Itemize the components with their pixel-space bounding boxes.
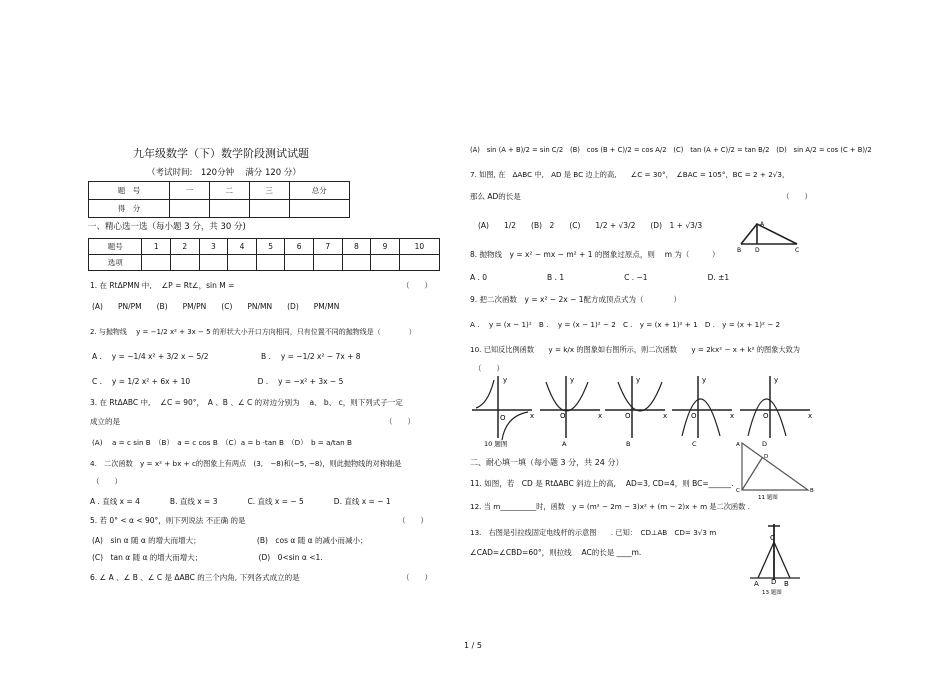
- answer-cell: 3: [199, 239, 228, 255]
- answer-cell: 9: [371, 239, 400, 255]
- score-cell: 总分: [289, 182, 349, 200]
- vertex-label: D: [755, 247, 760, 254]
- question-text: 10. 已知反比例函数 y = k/x 的图象如右图所示，则二次函数 y = 2kx² − x + k² 的图象大致为: [470, 345, 800, 354]
- svg-text:A: A: [562, 440, 567, 448]
- triangle-figure-q7: [735, 218, 805, 256]
- answer-cell: [228, 255, 257, 271]
- svg-text:13 题图: 13 题图: [762, 590, 782, 596]
- score-table: [88, 181, 350, 218]
- svg-text:O: O: [500, 414, 506, 422]
- question-text: 2. 与抛物线 y = −1/2 x² + 3x − 5 的形状大小开口方向相同，只有位置不同的抛物线是（ ）: [90, 328, 416, 336]
- question-text: 8. 抛物线 y = x² − mx − m² + 1 的图象过原点，则 m 为（ ）: [470, 250, 720, 259]
- question-options: A . 直线 x = 4 B. 直线 x = 3 C. 直线 x = − 5 D. 直线 x = − 1: [90, 497, 391, 506]
- svg-text:y: y: [774, 376, 779, 384]
- svg-text:C: C: [736, 488, 740, 494]
- page-title: 九年级数学（下）数学阶段测试试题: [133, 147, 309, 160]
- question-options: A . 0 B . 1 C . −1 D. ±1: [470, 273, 730, 282]
- parabola-graph-c: [672, 376, 734, 448]
- answer-cell: 选项: [89, 255, 142, 271]
- answer-parens: （ ）: [398, 516, 428, 525]
- svg-text:A: A: [754, 580, 759, 588]
- question-text: 11. 如图，若 CD 是 RtΔABC 斜边上的高, AD=3, CD=4，则 BC=______.: [470, 479, 734, 488]
- svg-text:x: x: [808, 412, 813, 420]
- answer-cell: 2: [171, 239, 200, 255]
- question-text: ∠CAD=∠CBD=60°，则拉线 AC的长是 ____m.: [470, 548, 642, 557]
- answer-parens: （ ）: [385, 417, 415, 426]
- vertex-label: B: [737, 247, 742, 254]
- svg-text:A: A: [736, 442, 740, 448]
- question-options: (A) 1/2 (B) 2 (C) 1/2 + √3/2 (D) 1 + √3/3: [478, 221, 703, 230]
- exam-info: （考试时间: 120分钟 满分 120 分）: [147, 168, 301, 178]
- answer-cell: [342, 255, 371, 271]
- svg-text:x: x: [730, 412, 735, 420]
- question-text: 13. 右图是引拉线固定电线杆的示意图 . 已知： CD⊥AB CD= 3√3 m: [470, 528, 717, 537]
- question-options: (A) PN/PM (B) PM/PN (C) PN/MN (D) PM/MN: [92, 302, 340, 311]
- svg-text:C: C: [770, 534, 775, 542]
- parabola-graph-a: [540, 376, 602, 448]
- svg-text:D: D: [764, 454, 769, 460]
- parabola-graph-d: [740, 376, 812, 448]
- function-graphs-q10: [470, 374, 815, 450]
- question-options: A . y = (x − 1)² B . y = (x − 1)² − 2 C . y = (x + 1)² + 1 D . y = (x + 1)² − 2: [470, 320, 781, 329]
- answer-cell: 题号: [89, 239, 142, 255]
- svg-text:x: x: [598, 412, 603, 420]
- score-cell: [289, 200, 349, 218]
- answer-cell: 1: [142, 239, 171, 255]
- answer-parens: （ ）: [782, 192, 812, 201]
- question-options: (A) sin (A + B)/2 = sin C/2 (B) cos (B + C)/2 = cos A/2 (C) tan (A + C)/2 = tan B/2 (D) sin A/2 = cos (C + B)/2: [470, 146, 872, 154]
- svg-text:y: y: [702, 376, 707, 384]
- svg-text:O: O: [625, 412, 631, 420]
- score-cell: 得 分: [89, 200, 170, 218]
- answer-cell: 6: [285, 239, 314, 255]
- score-cell: 三: [249, 182, 289, 200]
- answer-cell: [371, 255, 400, 271]
- answer-cell: 4: [228, 239, 257, 255]
- answer-cell: 8: [342, 239, 371, 255]
- svg-text:11 题图: 11 题图: [758, 495, 778, 501]
- svg-text:B: B: [626, 440, 631, 448]
- svg-text:B: B: [784, 580, 789, 588]
- svg-text:D: D: [762, 440, 768, 448]
- svg-text:O: O: [763, 412, 769, 420]
- question-options: (A) a = c sin B （B） a = c cos B （C）a = b ·tan B （D） b = a/tan B: [92, 438, 352, 447]
- question-text: 12. 当 m__________时，函数 y = (m² − 2m − 3)x² + (m − 2)x + m 是二次函数 .: [470, 502, 750, 511]
- answer-cell: [313, 255, 342, 271]
- answer-cell: [256, 255, 285, 271]
- svg-text:B: B: [810, 488, 814, 494]
- answer-parens: （ ）: [474, 364, 504, 373]
- svg-text:D: D: [771, 578, 777, 586]
- score-cell: [249, 200, 289, 218]
- score-cell: [170, 200, 210, 218]
- score-cell: [209, 200, 249, 218]
- question-text: 那么 AD的长是: [470, 192, 521, 201]
- answer-cell: [285, 255, 314, 271]
- answer-cell: [171, 255, 200, 271]
- question-options: (C) tan α 随 α 的增大而增大； (D) 0<sin α <1.: [92, 553, 323, 562]
- question-text: 4. 二次函数 y = x² + bx + c的图象上有两点 (3, −8)和(−5, −8)，则此抛物线的对称轴是: [90, 459, 402, 468]
- answer-cell: [142, 255, 171, 271]
- question-options: (A) sin α 随 α 的增大而增大； (B) cos α 随 α 的减小而减小；: [92, 536, 368, 545]
- svg-text:y: y: [636, 376, 641, 384]
- answer-table: [88, 238, 440, 271]
- svg-text:O: O: [560, 412, 566, 420]
- parabola-graph-b: [605, 376, 667, 448]
- answer-cell: [199, 255, 228, 271]
- answer-parens: （ ）: [402, 573, 432, 582]
- answer-cell: 5: [256, 239, 285, 255]
- question-options: A . y = −1/4 x² + 3/2 x − 5/2 B . y = −1/2 x² − 7x + 8: [92, 352, 361, 361]
- vertex-label: C: [795, 247, 800, 254]
- section-heading: 二、耐心填一填（每小题 3 分，共 24 分）: [470, 458, 624, 467]
- answer-cell: 7: [313, 239, 342, 255]
- svg-text:O: O: [691, 412, 697, 420]
- svg-text:C: C: [692, 440, 697, 448]
- vertex-label: A: [760, 221, 765, 228]
- triangle-figure-q11: [734, 440, 816, 500]
- svg-text:y: y: [570, 376, 575, 384]
- question-text: 3. 在 RtΔABC 中, ∠C = 90°， A 、B 、∠ C 的对边分别为 a、 b、 c，则下列式子一定: [90, 398, 403, 407]
- page-number: 1 / 5: [464, 641, 482, 650]
- svg-text:x: x: [530, 412, 535, 420]
- svg-text:10 题图: 10 题图: [484, 440, 508, 448]
- question-text: 成立的是: [90, 417, 120, 426]
- section-heading: 一、精心选一选（每小题 3 分，共 30 分): [88, 222, 246, 232]
- answer-parens: （ ）: [92, 477, 122, 486]
- question-text: 5. 若 0° < α < 90°，则下列说法 不正确 的是: [90, 516, 246, 525]
- answer-cell: [399, 255, 439, 271]
- question-text: 1. 在 RtΔPMN 中, ∠P = Rt∠，sin M =: [90, 281, 235, 290]
- question-text: 7. 如图, 在 ΔABC 中, AD 是 BC 边上的高, ∠C = 30°， ∠BAC = 105°，BC = 2 + 2√3，: [470, 170, 790, 179]
- answer-parens: （ ）: [402, 281, 432, 290]
- question-options: C . y = 1/2 x² + 6x + 10 D . y = −x² + 3x − 5: [92, 377, 344, 386]
- question-text: 9. 把二次函数 y = x² − 2x − 1配方成顶点式为（ ）: [470, 295, 682, 304]
- svg-text:y: y: [503, 376, 508, 384]
- score-cell: 一: [170, 182, 210, 200]
- svg-text:x: x: [663, 412, 668, 420]
- score-cell: 题 号: [89, 182, 170, 200]
- score-cell: 二: [209, 182, 249, 200]
- hyperbola-graph: [472, 376, 534, 448]
- question-text: 6. ∠ A 、∠ B 、∠ C 是 ΔABC 的三个内角, 下列各式成立的是: [90, 573, 300, 582]
- answer-cell: 10: [399, 239, 439, 255]
- pole-figure-q13: [744, 520, 806, 596]
